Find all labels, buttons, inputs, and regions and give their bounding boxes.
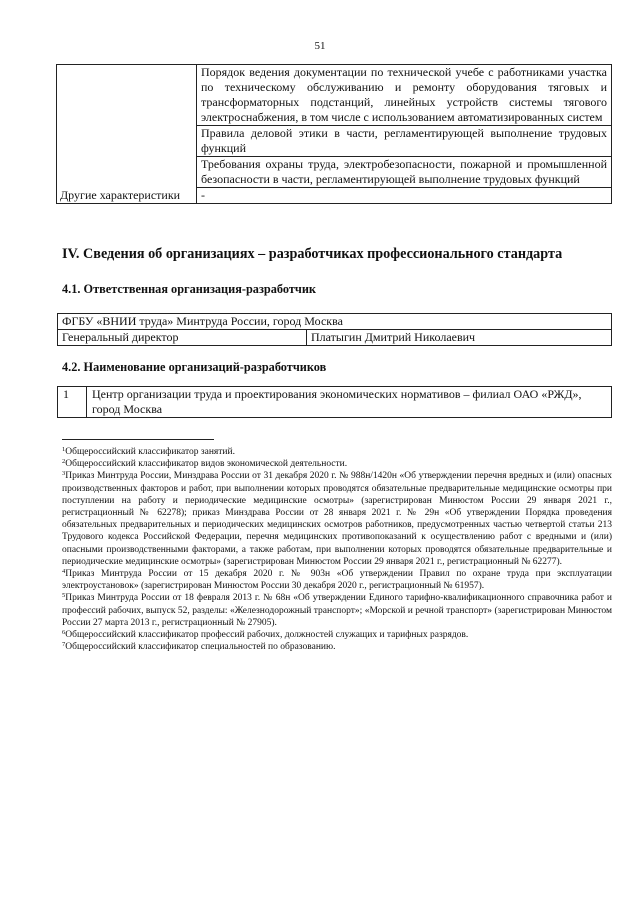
table-row	[58, 330, 612, 346]
section-heading: IV. Сведения об организациях – разработчиках профессионального стандарта	[62, 246, 563, 262]
developer-organizations-table	[57, 386, 612, 418]
subsection-heading-developer-orgs: 4.2. Наименование организаций-разработчиков	[62, 360, 327, 374]
footnote-mark: 5	[62, 592, 66, 600]
table-cell-text: Порядок ведения документации по технической учебе с работниками участка по техническому обслуживанию и ремонту оборудования тяговых и трансформаторных подстанций, линейных устройств системы тягового электроснабжения, в том числе с использованием автоматизированных систем	[197, 65, 612, 126]
footnote	[62, 446, 612, 458]
table-row	[57, 157, 612, 188]
footnote	[62, 629, 612, 641]
footnote-text: Общероссийский классификатор видов экономической деятельности.	[65, 459, 348, 470]
director-role: Генеральный директор	[58, 330, 307, 346]
table-row	[58, 314, 612, 330]
developer-organization-name: Центр организации труда и проектирования экономических нормативов – филиал ОАО «РЖД», город Москва	[87, 387, 612, 418]
organization-name: ФГБУ «ВНИИ труда» Минтруда России, город Москва	[58, 314, 612, 330]
footnote-mark: 4	[62, 568, 66, 576]
other-characteristics-value: -	[197, 188, 612, 204]
table-row	[57, 188, 612, 204]
table-cell-label	[57, 65, 197, 126]
footnote-text: Приказ Минтруда России, Минздрава России от 31 декабря 2020 г. № 988н/1420н «Об утверждении перечня вредных и (или) опасных производственных факторов и работ, при выполнении которых проводятся обязательные предварительные медицинские осмотры при поступлении на работу и периодические медицинские осмотры» (зарегистрирован Минюстом России 29 января 2021 г., регистрационный № 62278); приказ Минздрава России от 28 января 2021 г. № 29н «Об утверждении Порядка проведения обязательных предварительных и периодических медицинских осмотров работников, предусмотренных частью четвертой статьи 213 Трудового кодекса Российской Федерации, перечня медицинских противопоказаний к осуществлению работ с вредными и (или) опасными производственными факторами, а также работам, при выполнении которых проводятся обязательные предварительные и периодические медицинские осмотры» (зарегистрирован Минюстом России 29 января 2021 г., регистрационный № 62277).	[62, 471, 612, 567]
table-cell-label	[57, 157, 197, 188]
footnote-text: Общероссийский классификатор занятий.	[65, 447, 235, 457]
footnote	[62, 470, 612, 568]
footnote	[62, 592, 612, 629]
table-cell-text: Правила деловой этики в части, регламентирующей выполнение трудовых функций	[197, 126, 612, 157]
footnote-text: Общероссийский классификатор профессий рабочих, должностей служащих и тарифных разрядов.	[65, 630, 469, 641]
table-row	[58, 387, 612, 418]
footnote	[62, 458, 612, 470]
footnote-text: Приказ Минтруда России от 18 февраля 2013 г. № 68н «Об утверждении Единого тарифно-квалификационного справочника работ и профессий рабочих, выпуск 52, разделы: «Железнодорожный транспорт»; «Морской и речной транспорт» (зарегистрирован Минюстом России 27 марта 2013 г., регистрационный № 27905).	[62, 593, 612, 628]
row-number: 1	[58, 387, 87, 418]
responsible-organization-table	[57, 313, 612, 346]
table-row	[57, 65, 612, 126]
knowledge-requirements-table	[56, 64, 612, 204]
director-name: Платыгин Дмитрий Николаевич	[307, 330, 612, 346]
footnote-mark: 6	[62, 629, 66, 637]
table-cell-label	[57, 126, 197, 157]
footnote-mark: 3	[62, 470, 66, 478]
other-characteristics-label: Другие характеристики	[57, 188, 197, 204]
footnote-mark: 7	[62, 641, 66, 649]
table-row	[57, 126, 612, 157]
footnote-text: Общероссийский классификатор специальностей по образованию.	[65, 642, 336, 653]
table-cell-text: Требования охраны труда, электробезопасности, пожарной и промышленной безопасности в части, регламентирующей выполнение трудовых функций	[197, 157, 612, 188]
footnote	[62, 641, 612, 653]
footnotes	[62, 446, 612, 653]
footnote-mark: 2	[62, 458, 66, 466]
page-number: 51	[314, 40, 326, 52]
footnote-separator	[62, 439, 214, 440]
footnote-mark: 1	[62, 446, 66, 453]
footnote	[62, 568, 612, 592]
subsection-heading-responsible-org: 4.1. Ответственная организация-разработчик	[62, 282, 316, 296]
footnote-text: Приказ Минтруда России от 15 декабря 2020 г. № 903н «Об утверждении Правил по охране труда при эксплуатации электроустановок» (зарегистрирован Минюстом России 30 декабря 2020 г., регистрационный № 61957).	[62, 569, 612, 592]
